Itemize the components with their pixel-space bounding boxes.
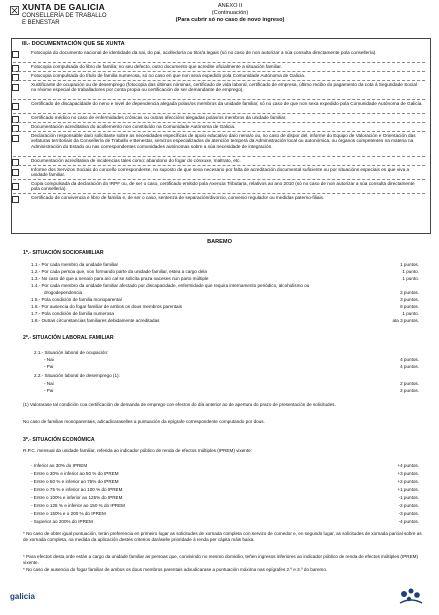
doc-checkbox-10[interactable] <box>12 169 19 176</box>
economic-row-label: - Entre o 150% e o 200 % do IPREM <box>31 511 106 516</box>
socio-row-label: 1.8.- Outras circunstancias familiares debidamente acreditadas <box>31 318 160 323</box>
divider <box>13 193 425 194</box>
socio-row-label: 1.7.- Pola condición de familia numerosa <box>31 311 114 316</box>
labor-row-points: 4 puntos. <box>400 357 419 362</box>
socio-row-label: 1.5.- Pola condición de familia monoparental <box>31 297 122 302</box>
doc-item-8: Declaración responsable da/o solicitante sobre as necesidades específicas de apoio educativo da/o nena/o ou, no caso de dispor del, informe do Equipo de Valoración e Orientación das xefaturas territoriais da Consellería de Traballo e Benestar, servizos especializados de atención temperá da Administración local ou autonómica, ou órganos competentes na materia na Administración do Estado ou nas correspondentes comunidades autónomas sobre a súa necesidade de integración. <box>31 133 416 149</box>
socio-row-points: 1 puntos. <box>400 262 419 267</box>
socio-row-points: 6 puntos. <box>400 304 419 309</box>
dependents-note: * Para efectos desta orde están a cargo da unidade familiar as persoas que, convivindo no mesmo domicilio, teñen ingresos inferiores ao indicador público de renda de efectos múltiples (IPREM) vixente. <box>23 554 419 565</box>
doc-item-7: Documentación acreditativa do acollemento non constituído na Comunidade Autónoma de Galicia. <box>31 124 236 129</box>
doc-item-4: Xustificante de ocupación ou de desemprego (fotocopia das últimas nóminas, certificado de vida laboral, certificado de empresa, último recibo do pagamento da cota á Seguridade Social no réxime especial de traballadores por conta propia ou certificación de ser demandante de emprego). <box>31 82 417 93</box>
economic-row-label: - Superior ao 200% do IPREM <box>31 519 93 524</box>
socio-row-points: ata 3 puntos. <box>392 318 419 323</box>
tiebreak-note: * No caso de obter igual puntuación, terán preferencia en primeiro lugar as solicitudes de xornada completa con servizo de comedor e, en segundo lugar, as solicitudes de xornada parcial sobre as de xornada completa, na medida da aplicación destes criterios daráselle prioridade á renda per cápita máis baixa. <box>23 531 422 542</box>
absence-note: * No caso de ausencia do fogar familiar de ambos os dous membros parentais adxudicarase a puntuación máxima nas epígrafes 2.º e 3.º do baremo. <box>23 567 328 572</box>
doc-checkbox-1[interactable] <box>12 51 19 58</box>
doc-item-11: Copia compulsada da declaración do IRPF ou, de ser o caso, certificado emitido pola Axencia Tributaria, relativos ao ano 2010 (só no caso de non autorizar a súa consulta directamente pola consellería). <box>31 181 415 192</box>
labor-title: 2º.- SITUACIÓN LABORAL FAMILIAR <box>23 335 114 341</box>
socio-row-points: 1 punto. <box>402 276 419 281</box>
labor-row-points: 2 puntos. <box>400 381 419 386</box>
doc-item-5: Certificado de discapacidade do neno e nivel de dependencia alegada polas/os membros da unidade familiar, só no caso de que non sexa expedido pola Comunidade Autónoma de Galicia. <box>31 101 423 106</box>
divider <box>13 99 425 100</box>
economic-row-points: -1 puntos. <box>398 495 419 500</box>
labor-row-label: - Pai <box>44 388 54 393</box>
economic-row-points: -3 puntos. <box>398 511 419 516</box>
doc-item-9: Documentación acreditativa de incidencias tales como: abandono do fogar do cónxuxe, maltrato, etc. <box>31 158 241 163</box>
divider <box>13 113 425 114</box>
economic-row-points: +2 puntos. <box>397 479 419 484</box>
baremo-title: BAREMO <box>207 239 232 245</box>
organization-name: XUNTA DE GALICIA <box>22 2 106 12</box>
socio-row-points: 3 puntos. <box>400 297 419 302</box>
economic-row-label: - Entre o 75 % e inferior ao 100 % do IPREM <box>31 487 123 492</box>
annex-subtitle: (Continuación) <box>211 10 249 16</box>
labor-footnote: (1) Valorarase tal condición coa certificación de demanda de emprego con efectos do día anterior ao de apertura do prazo de presentación de solicitudes. <box>23 402 336 407</box>
economic-row-points: +4 puntos. <box>397 463 419 468</box>
annex-header <box>130 3 330 24</box>
labor-row-points: 2 puntos. <box>400 388 419 393</box>
economic-row-points: -4 puntos. <box>398 519 419 524</box>
institutional-emblem-icon <box>396 585 426 607</box>
divider <box>13 179 425 180</box>
divider <box>13 165 425 166</box>
socio-row-label: 1.1.- Por cada membro da unidade familiar <box>31 262 119 267</box>
economic-row-points: +3 puntos. <box>397 471 419 476</box>
economic-row-label: - Inferior ao 30% do IPREM <box>31 463 88 468</box>
doc-checkbox-12[interactable] <box>12 196 19 203</box>
labor-monoparental-note: No caso de familias monoparentais, adicadicaraselles a puntuación da epígrafe correspondente computando por dous. <box>23 419 265 424</box>
doc-checkbox-8[interactable] <box>12 135 19 142</box>
doc-item-6: Certificado médico no caso de enfermidades crónicas ou outras afeccións alegadas polas/os membros da unidade familiar. <box>31 115 287 120</box>
divider <box>13 131 425 132</box>
socio-row-label: drogodependencia <box>44 290 83 295</box>
economic-intro: R.P.C. mensual da unidade familiar, referida ao indicador público de renda de efectos múltiples (IPREM) vixente: <box>23 448 252 453</box>
socio-row-points: 1 punto. <box>402 311 419 316</box>
xunta-logo-icon <box>10 6 19 15</box>
socio-row-label: 1.4.- Por cada membro da unidade familiar afectado por discapacidade, enfermidade que requira internamento periódico, alcoholismo ou <box>31 283 310 288</box>
doc-checkbox-11[interactable] <box>12 183 19 190</box>
labor-unemployment-label: 2.2.- Situación laboral de desemprego (1): <box>34 373 120 378</box>
economic-title: 3º.- SITUACIÓN ECONÓMICA <box>23 437 95 443</box>
doc-checkbox-5[interactable] <box>12 103 19 110</box>
labor-row-label: - Nai <box>44 381 54 386</box>
economic-row-label: - Entre o 50 % e inferior ao 75% do IPREM <box>31 479 119 484</box>
doc-item-2: Fotocopia compulsada do libro de familia; no seu defecto, outro documento que acredite oficialmente a situación familiar. <box>31 64 282 69</box>
economic-row-points: +1 puntos. <box>397 487 419 492</box>
socio-row-points: 2 puntos. <box>400 290 419 295</box>
socio-family-title: 1º.- SITUACIÓN SOCIOFAMILIAR <box>23 250 104 256</box>
department-name: CONSELLERÍA DE TRABALLO E BENESTAR <box>22 13 107 26</box>
economic-row-label: - Entre o 30% e inferior ao 50 % do IPREM <box>31 471 119 476</box>
annex-note: (Para cubrir só no caso de novo ingreso) <box>175 17 285 23</box>
socio-row-label: 1.3.- No caso de que a nena/o para a/o cal se solicita praza naceses nun parto múltiple <box>31 276 209 281</box>
annex-title: ANEXO II <box>217 3 243 9</box>
documentation-section-title: III.- DOCUMENTACIÓN QUE SE XUNTA <box>22 41 125 47</box>
socio-row-points: 1 punto. <box>402 269 419 274</box>
socio-row-label: 1.6.- Por ausencia do fogar familiar de ambos os dous membros parentais <box>31 304 182 309</box>
divider <box>13 62 425 63</box>
doc-item-10: Informe dos Servizos Sociais do concello correspondente, no suposto de que sexa necesario por falta de acreditación documental suficiente ou por situacións especiais en que viva a unidade familiar. <box>31 167 410 178</box>
divider <box>13 71 425 72</box>
divider <box>13 122 425 123</box>
divider <box>13 156 425 157</box>
doc-item-12: Certificado de convivencia e libro de familia e, de ser o caso, sentenza de separación/divorcio, convenio regulador ou medidas paterno-filiais. <box>31 195 325 200</box>
economic-row-points: -2 puntos. <box>398 503 419 508</box>
labor-row-label: - Pai <box>44 364 54 369</box>
doc-item-3: Fotocopia compulsada do título de familia numerosa, só no caso en que non sexa expedido pola Comunidade Autónoma de Galicia. <box>31 73 306 78</box>
doc-item-1: Fotocopia do documento nacional de identidade da nai, do pai, acolledor/a ou titor/a legais (só no caso de non autorizar a súa consulta directamente pola consellería). <box>31 50 377 55</box>
galicia-brand-logo: galicia <box>10 592 35 601</box>
socio-row-label: 1.2.- Por cada persoa que, non formando parte da unidade familiar, estea a cargo dela <box>31 269 207 274</box>
labor-row-label: - Nai <box>44 357 54 362</box>
labor-occupation-label: 2.1.- Situación laboral de ocupación: <box>34 350 109 355</box>
divider <box>13 80 425 81</box>
economic-row-label: - Entre o 100% e inferior ao 125% do IPREM <box>31 495 123 500</box>
labor-row-points: 4 puntos. <box>400 364 419 369</box>
doc-checkbox-4[interactable] <box>12 84 19 91</box>
economic-row-label: - Entre o 125 % e inferior ao 150 % do IPREM <box>31 503 125 508</box>
